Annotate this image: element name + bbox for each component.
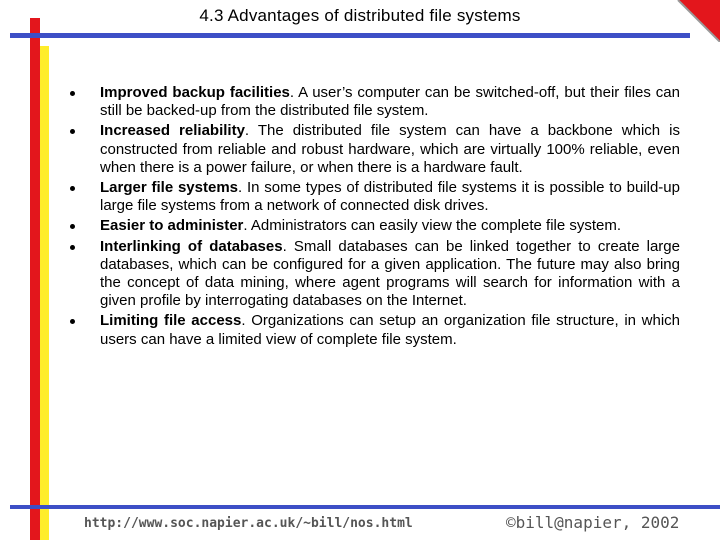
bullet-text: . A user’s computer can be switched-off, but their files can still be backed-up from the distributed file system. bbox=[100, 84, 680, 120]
bullet-text: . Small databases can be linked together to create large databases, which can be configured for a given application. The future may also bring the concept of data mining, where agent programs will search for information with a given profile by interrogating databases on the Internet. bbox=[100, 237, 680, 310]
decor-blue-line-top bbox=[10, 33, 690, 38]
decor-yellow-bar bbox=[40, 46, 49, 540]
bullet-text: . Organizations can setup an organization file structure, in which users can have a limited view of complete file system. bbox=[100, 312, 681, 348]
bullet-item bbox=[70, 217, 680, 235]
bullet-term: Increased reliability bbox=[100, 122, 245, 140]
footer-url-link[interactable]: http://www.soc.napier.ac.uk/~bill/nos.html bbox=[84, 516, 413, 531]
bullet-term: Larger file systems bbox=[100, 179, 239, 197]
bullet-dot-icon bbox=[70, 245, 75, 250]
bullet-item bbox=[70, 312, 680, 348]
bullet-dot-icon bbox=[70, 186, 75, 191]
bullet-item bbox=[70, 122, 680, 177]
bullet-dot-icon bbox=[70, 319, 75, 324]
bullet-item bbox=[70, 84, 680, 120]
bullet-text: . The distributed file system can have a backbone which is constructed from reliable and robust hardware, which are virtually 100% reliable, even when there is a power failure, or when there is a hardware fault. bbox=[100, 122, 680, 176]
bullet-term: Limiting file access bbox=[100, 312, 242, 330]
bullet-term: Easier to administer bbox=[100, 217, 244, 235]
bullet-item bbox=[70, 179, 680, 215]
bullet-dot-icon bbox=[70, 224, 75, 229]
decor-red-bar bbox=[30, 18, 40, 540]
bullet-term: Improved backup facilities bbox=[100, 84, 290, 101]
decor-blue-line-bottom bbox=[10, 505, 720, 509]
bullet-item bbox=[70, 238, 680, 311]
bullet-list bbox=[70, 84, 680, 349]
footer-copyright: ©bill@napier, 2002 bbox=[506, 513, 680, 532]
bullet-dot-icon bbox=[70, 129, 75, 134]
bullet-term: Interlinking of databases bbox=[100, 237, 283, 255]
bullet-text: . Administrators can easily view the complete file system. bbox=[243, 217, 622, 235]
slide-title: 4.3 Advantages of distributed file systems bbox=[199, 6, 521, 25]
bullet-text: . In some types of distributed file systems it is possible to build-up large file systems from a network of connected disk drives. bbox=[100, 179, 680, 215]
bullet-dot-icon bbox=[70, 91, 75, 96]
